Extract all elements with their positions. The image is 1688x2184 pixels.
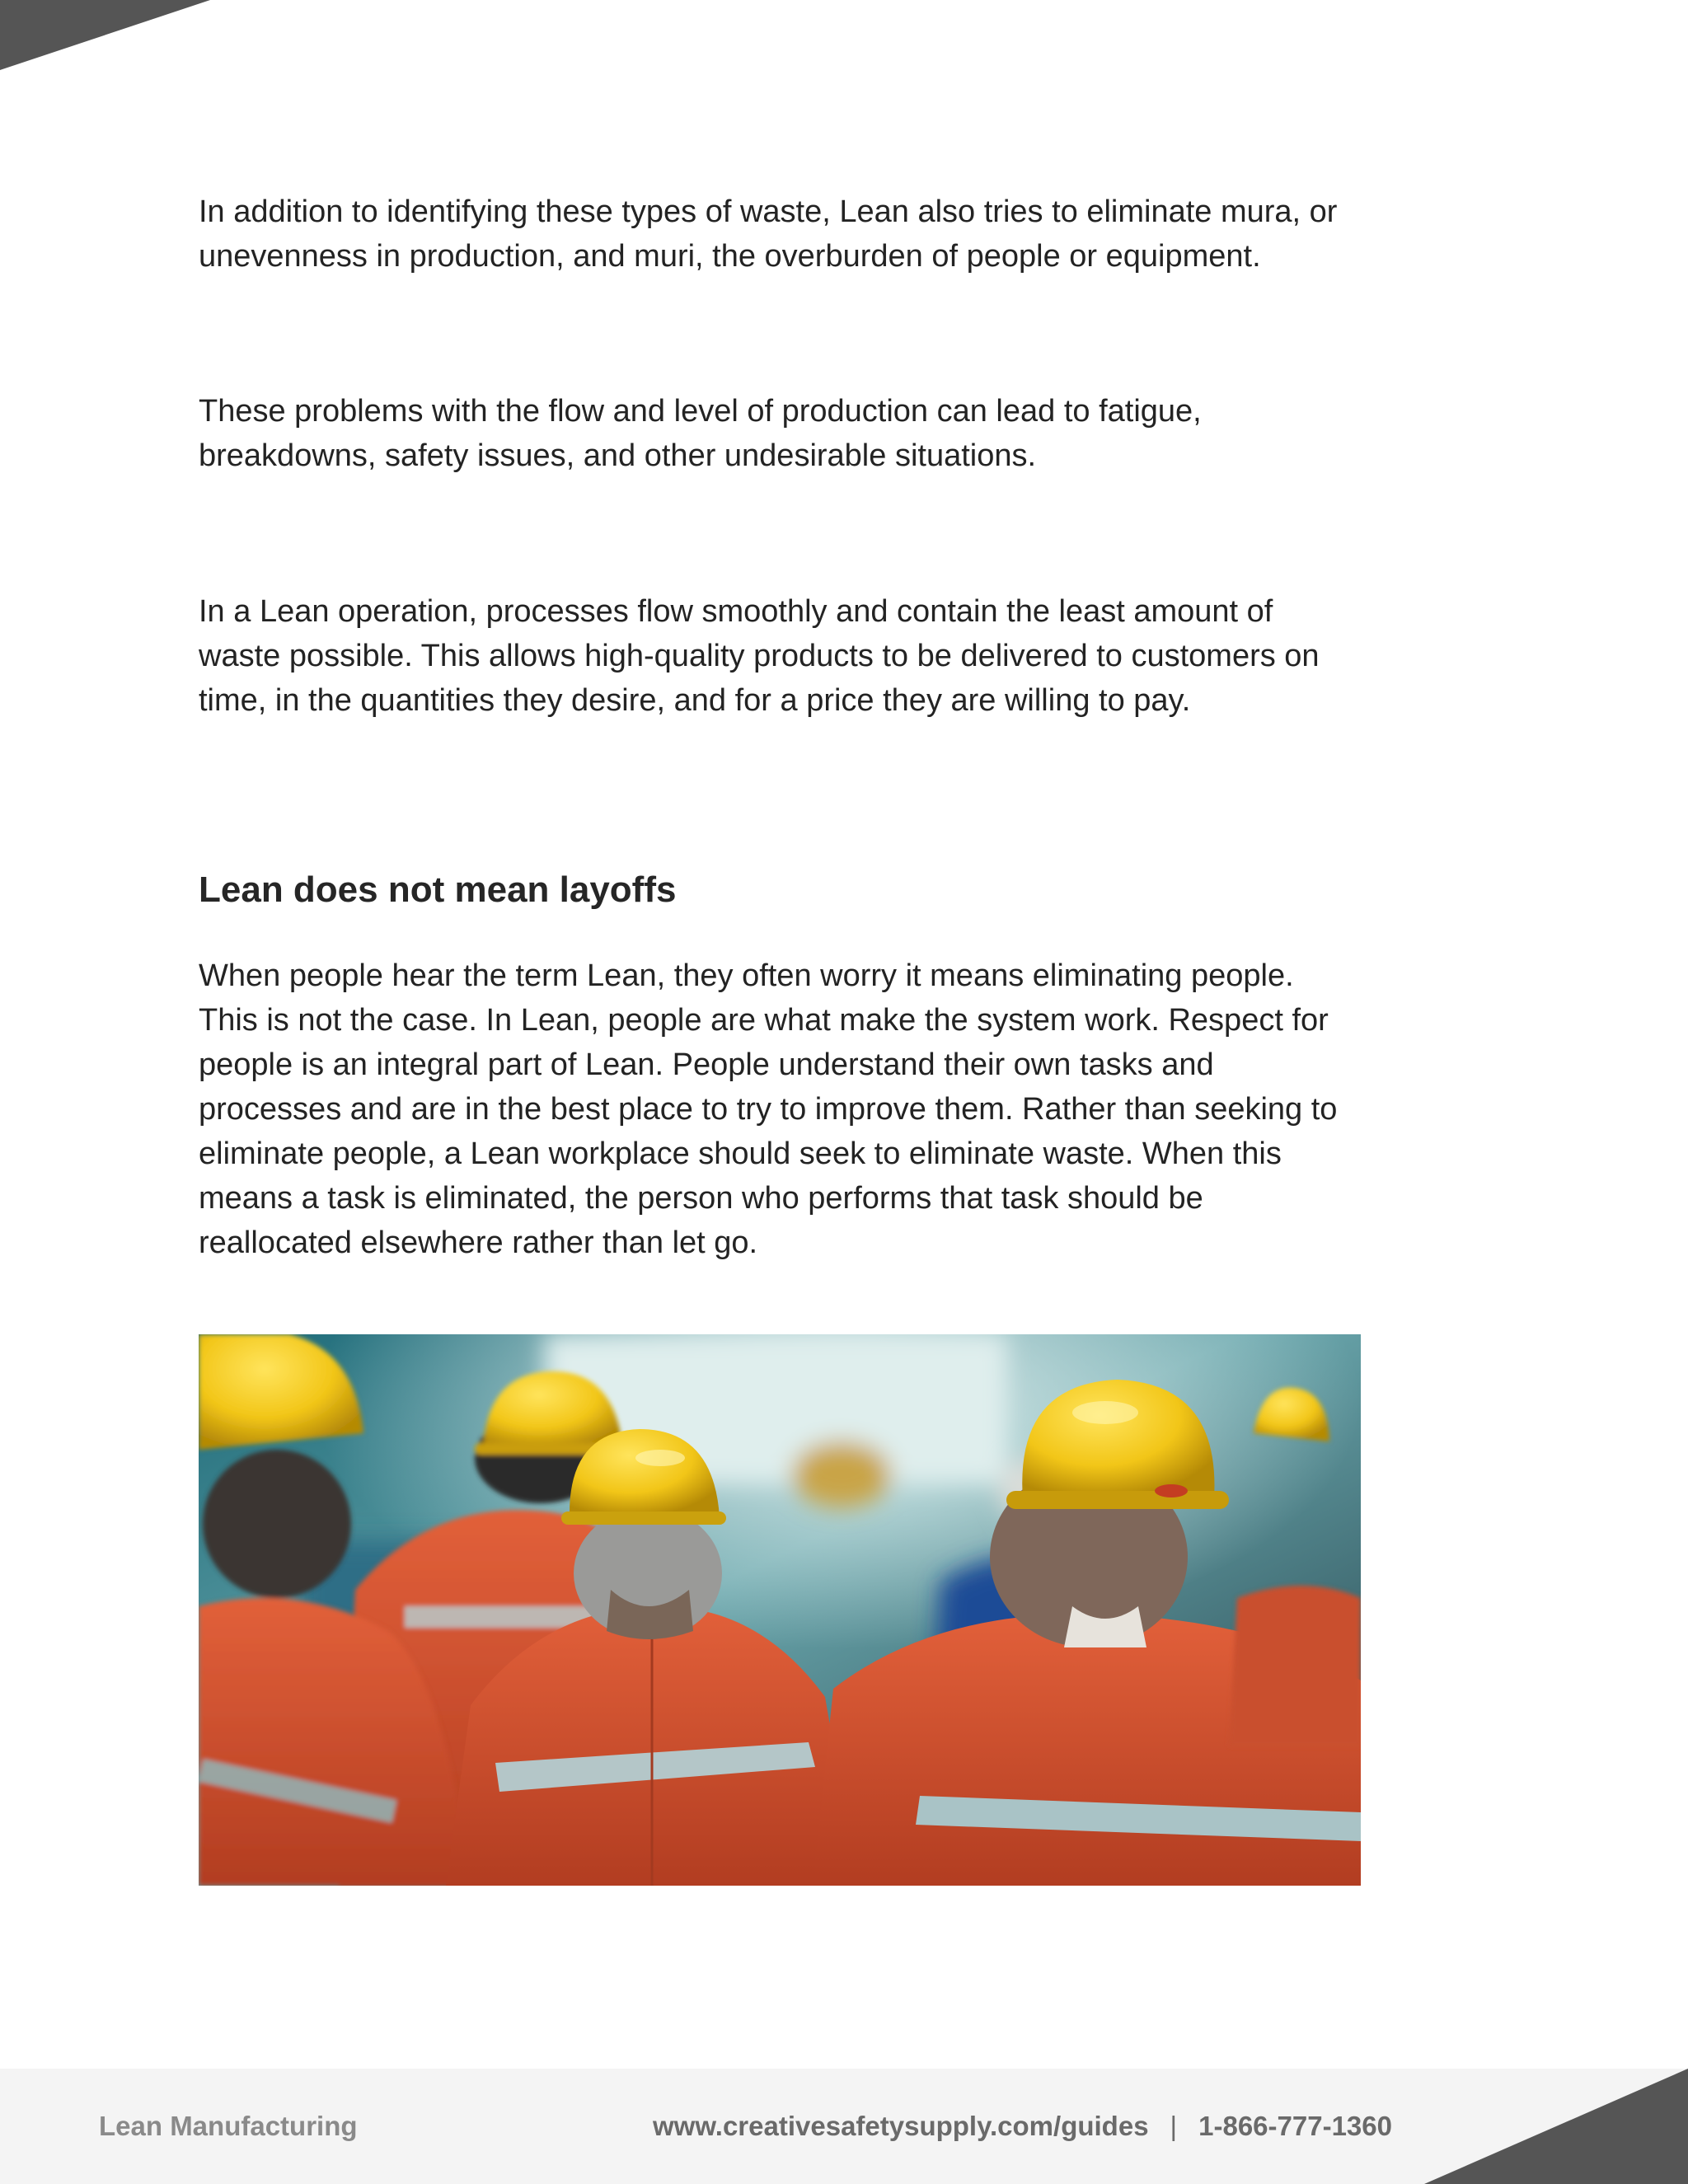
paragraph-respect-for-people: When people hear the term Lean, they often worry it means eliminating people. This is not the case. In Lean, people are what make the system work. Respect for people is an integral part of Lean. People understand their own tasks and processes and are in the best place to try to improve them. Rather than seeking to eliminate people, a Lean workplace should seek to eliminate waste. When this means a task is eliminated, the person who performs that task should be reallocated elsewhere rather than let go. bbox=[199, 958, 1338, 1260]
paragraph-lean-operation: In a Lean operation, processes flow smoothly and contain the least amount of waste possible. This allows high-quality products to be delivered to customers on time, in the quantities they desire, and for a price they are willing to pay. bbox=[199, 594, 1320, 718]
workers-photo bbox=[199, 1334, 1361, 1886]
footer-phone[interactable]: 1-866-777-1360 bbox=[1198, 2111, 1392, 2141]
footer-contact bbox=[653, 2110, 1392, 2143]
footer-separator: | bbox=[1170, 2111, 1178, 2141]
top-corner-decoration bbox=[0, 0, 214, 74]
paragraph-production-problems: These problems with the flow and level of production can lead to fatigue, breakdowns, safety issues, and other undesirable situations. bbox=[199, 394, 1202, 473]
footer-document-title: Lean Manufacturing bbox=[99, 2111, 358, 2141]
section-heading: Lean does not mean layoffs bbox=[199, 869, 677, 910]
bottom-corner-decoration bbox=[1424, 2069, 1688, 2184]
paragraph-mura-muri: In addition to identifying these types of waste, Lean also tries to eliminate mura, or unevenness in production, and muri, the overburden of people or equipment. bbox=[199, 194, 1338, 274]
footer-website-link[interactable]: www.creativesafetysupply.com/guides bbox=[653, 2111, 1149, 2141]
